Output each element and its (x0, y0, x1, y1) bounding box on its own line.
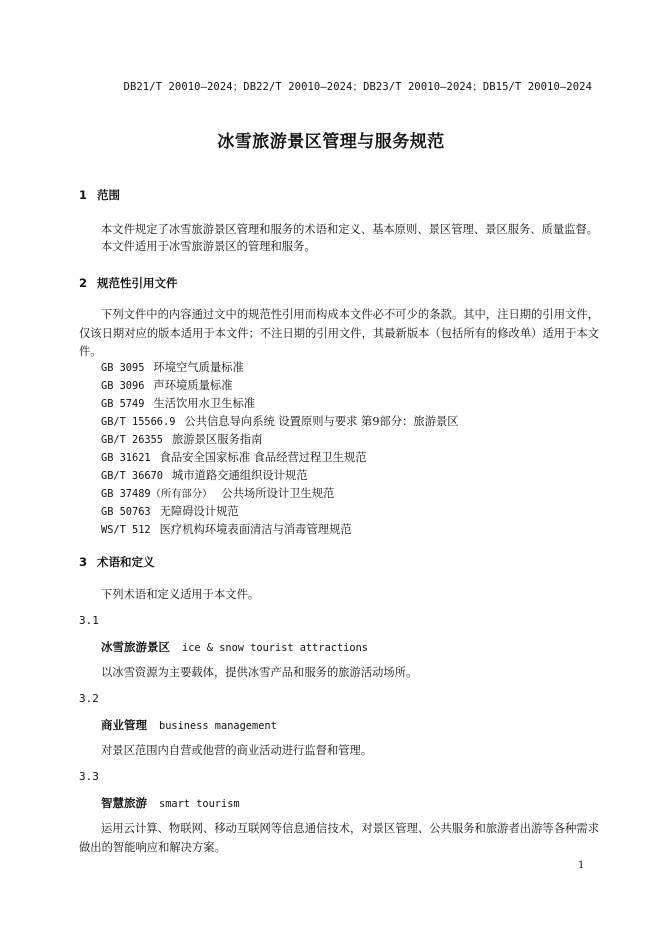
term-english: smart tourism (159, 798, 240, 810)
reference-code: GB 5749 (101, 398, 145, 410)
term-definition-paragraph (79, 820, 599, 857)
standard-codes-header: DB21/T 20010—2024；DB22/T 20010—2024；DB23/T 20010—2024；DB15/T 20010—2024 (123, 81, 592, 93)
term-chinese: 商业管理 (101, 718, 147, 732)
section-number: 1 (79, 188, 88, 202)
section-title: 规范性引用文件 (97, 276, 178, 290)
reference-title: 食品安全国家标准 食品经营过程卫生规范 (159, 451, 367, 464)
reference-code: WS/T 512 (101, 524, 151, 536)
term-english: business management (159, 720, 277, 732)
reference-code: GB/T 36670 (101, 470, 163, 482)
term-number: 3.3 (79, 770, 99, 783)
terms-intro-paragraph (79, 585, 599, 605)
section-heading-normative (79, 275, 178, 291)
term-number: 3.2 (79, 692, 99, 705)
reference-item (101, 359, 459, 377)
scope-text-2: 本文件适用于冰雪旅游景区的管理和服务。 (101, 240, 316, 253)
reference-title: 无障碍设计规范 (159, 505, 239, 518)
normative-intro-text: 下列文件中的内容通过文中的规范性引用而构成本文件必不可少的条款。其中，注日期的引用文件，仅该日期对应的版本适用于本文件；不注日期的引用文件，其最新版本（包括所有的修改单）适用于本文件。 (79, 308, 599, 358)
term-heading (101, 717, 277, 733)
reference-code: GB 50763 (101, 506, 151, 518)
term-chinese: 智慧旅游 (101, 796, 147, 810)
reference-item (101, 503, 459, 521)
section-number: 3 (79, 555, 88, 569)
section-heading-terms (79, 554, 155, 570)
reference-code: GB 3095 (101, 362, 145, 374)
page-number: 1 (578, 860, 585, 871)
terms-intro-text: 下列术语和定义适用于本文件。 (101, 588, 260, 601)
term-definition: 运用云计算、物联网、移动互联网等信息通信技术，对景区管理、公共服务和旅游者出游等各种需求做出的智能响应和解决方案。 (79, 822, 599, 854)
scope-text-1: 本文件规定了冰雪旅游景区管理和服务的术语和定义、基本原则、景区管理、景区服务、质量监督。 (101, 223, 599, 236)
normative-intro-paragraph (79, 306, 599, 362)
scope-paragraph-2 (79, 237, 599, 257)
reference-item (101, 413, 459, 431)
reference-item (101, 449, 459, 467)
reference-item (101, 485, 459, 503)
reference-title: 城市道路交通组织设计规范 (172, 469, 308, 482)
reference-item (101, 377, 459, 395)
term-number: 3.1 (79, 614, 99, 627)
reference-code: GB/T 26355 (101, 434, 163, 446)
term-heading (101, 795, 240, 811)
reference-item (101, 521, 459, 539)
reference-title: 公共信息导向系统 设置原则与要求 第9部分：旅游景区 (184, 415, 459, 428)
document-title: 冰雪旅游景区管理与服务规范 (217, 132, 445, 152)
reference-code: GB 31621 (101, 452, 151, 464)
section-heading-scope (79, 187, 120, 203)
term-heading (101, 639, 368, 655)
reference-code: GB 37489（所有部分） (101, 488, 213, 500)
section-number: 2 (79, 276, 88, 290)
normative-reference-list (101, 359, 459, 539)
section-title: 范围 (97, 188, 120, 202)
reference-title: 声环境质量标准 (153, 379, 233, 392)
reference-title: 生活饮用水卫生标准 (153, 397, 256, 410)
term-definition: 对景区范围内自营或他营的商业活动进行监督和管理。 (101, 744, 373, 757)
reference-code: GB 3096 (101, 380, 145, 392)
reference-title: 旅游景区服务指南 (172, 433, 263, 446)
section-title: 术语和定义 (97, 555, 155, 569)
term-definition: 以冰雪资源为主要载体，提供冰雪产品和服务的旅游活动场所。 (101, 666, 418, 679)
term-english: ice & snow tourist attractions (182, 642, 368, 654)
reference-title: 公共场所设计卫生规范 (221, 487, 335, 500)
reference-item (101, 467, 459, 485)
reference-item (101, 431, 459, 449)
reference-title: 医疗机构环境表面清洁与消毒管理规范 (159, 523, 352, 536)
reference-title: 环境空气质量标准 (153, 361, 244, 374)
reference-code: GB/T 15566.9 (101, 416, 176, 428)
term-chinese: 冰雪旅游景区 (101, 640, 170, 654)
reference-item (101, 395, 459, 413)
